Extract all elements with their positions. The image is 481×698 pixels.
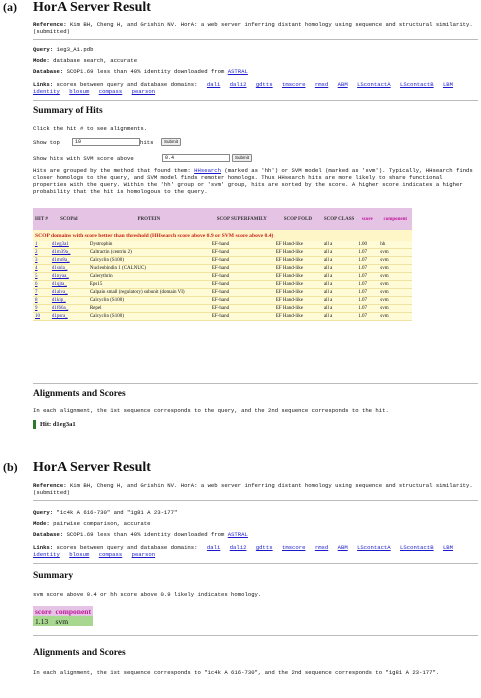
hits-label: hits xyxy=(140,139,154,146)
link-blosum[interactable]: blosum xyxy=(69,88,90,95)
mode-value: database search, accurate xyxy=(53,57,138,64)
alignments-text: In each alignment, the 1st sequence corresponds to the query, and the 2nd sequence corresponds to the hit. xyxy=(33,407,389,414)
link-identity-b[interactable]: identity xyxy=(33,551,60,558)
page-title-b: HorA Server Result xyxy=(33,460,151,475)
database-line xyxy=(33,68,478,75)
links-line-b xyxy=(33,544,478,558)
divider xyxy=(33,635,478,636)
link-rmsd-b[interactable]: rmsd xyxy=(314,544,329,551)
threshold-text: SCOP domains with score better than threshold (HHsearch score above 0.9 or SVM score above 0.4) xyxy=(33,230,412,241)
link-gdtts-b[interactable]: gdtts xyxy=(255,544,273,551)
table-row xyxy=(33,289,412,297)
fold-cell: EF Hand-like xyxy=(274,305,322,313)
score-table xyxy=(33,606,93,626)
component-value: svm xyxy=(54,616,93,626)
table-row xyxy=(33,281,412,289)
component-cell: svm xyxy=(378,257,412,265)
superfamily-cell: EF-hand xyxy=(210,241,274,249)
scopid-link[interactable]: d1psra_ xyxy=(50,313,88,321)
scopid-link[interactable]: d1snla_ xyxy=(50,265,88,273)
superfamily-cell: EF-hand xyxy=(210,289,274,297)
show-top-label: Show top xyxy=(33,139,60,146)
hhsearch-link[interactable]: HHsearch xyxy=(194,167,221,174)
hit-number-link[interactable]: 9 xyxy=(33,305,50,313)
protein-cell: Dystrophin xyxy=(88,241,210,249)
protein-cell: Calerythrin xyxy=(88,273,210,281)
scopid-link[interactable]: d1eg3a1 xyxy=(50,241,88,249)
query-value: 1eg3_A1.pdb xyxy=(56,46,94,53)
hit-label: Hit: d1eg3a1 xyxy=(33,420,76,429)
link-lscontactb[interactable]: LScontactB xyxy=(400,81,434,88)
svm-threshold-input[interactable]: 0.4 xyxy=(162,154,230,162)
hit-number-link[interactable]: 10 xyxy=(33,313,50,321)
hits-table xyxy=(33,208,412,321)
superfamily-cell: EF-hand xyxy=(210,249,274,257)
protein-cell: Calcyclin (S100) xyxy=(88,297,210,305)
alignments-text-b: In each alignment, the 1st sequence corresponds to "1c4k A 616-730", and the 2nd sequence corresponds to "1g81 A 23-177". xyxy=(33,669,440,676)
links-label-b: Links: xyxy=(33,544,54,551)
mode-label-b: Mode: xyxy=(33,520,50,527)
reference-label-b: Reference: xyxy=(33,482,67,489)
component-cell: svm xyxy=(378,281,412,289)
link-blosum-b[interactable]: blosum xyxy=(69,551,90,558)
alignments-heading: Alignments and Scores xyxy=(33,389,126,399)
score-cell: 1.00 xyxy=(356,241,378,249)
fold-cell: EF Hand-like xyxy=(274,257,322,265)
link-gdtts[interactable]: gdtts xyxy=(255,81,273,88)
grouping-text-1: Hits are grouped by the method that found them: xyxy=(33,167,191,174)
hit-number-link[interactable]: 6 xyxy=(33,281,50,289)
table-row xyxy=(33,297,412,305)
link-pearson-b[interactable]: pearson xyxy=(131,551,156,558)
hit-number-link[interactable]: 5 xyxy=(33,273,50,281)
score-cell: 1.07 xyxy=(356,313,378,321)
hit-number-link[interactable]: 2 xyxy=(33,249,50,257)
score-value: 1.13 xyxy=(33,616,54,626)
svm-threshold-label: Show hits with SVM score above xyxy=(33,155,134,162)
table-header-row xyxy=(33,208,412,230)
col-score[interactable]: score xyxy=(356,208,378,230)
link-dali2[interactable]: dali2 xyxy=(229,81,247,88)
protein-cell: Calcyclin (S100) xyxy=(88,257,210,265)
score-cell: 1.07 xyxy=(356,273,378,281)
reference-text: Kim BH, Cheng H, and Grishin NV. HorA: a web server inferring distant homology using sequence and structural similarity. (submitted) xyxy=(33,21,473,35)
component-cell: svm xyxy=(378,273,412,281)
hit-rows xyxy=(33,241,412,321)
scopid-link[interactable]: d1f66a_ xyxy=(50,305,88,313)
protein-cell: Eps15 xyxy=(88,281,210,289)
scopid-link[interactable]: d1alva_ xyxy=(50,289,88,297)
scopid-link[interactable]: d1mr8a_ xyxy=(50,257,88,265)
mode-label: Mode: xyxy=(33,57,50,64)
query-line-b xyxy=(33,509,478,516)
links-text-b: scores between query and database domains: xyxy=(56,544,198,551)
link-dali-b[interactable]: dali xyxy=(206,544,221,551)
reference-block-b xyxy=(33,482,478,496)
mode-value-b: pairwise comparison, accurate xyxy=(53,520,151,527)
fold-cell: EF Hand-like xyxy=(274,241,322,249)
panel-a-label: (a) xyxy=(3,0,17,14)
col-protein[interactable]: PROTEIN xyxy=(88,208,210,230)
query-line xyxy=(33,46,478,53)
links-label: Links: xyxy=(33,81,54,88)
col-scopid[interactable]: SCOPid xyxy=(50,208,88,230)
class-cell: all a xyxy=(322,241,356,249)
class-cell: all a xyxy=(322,257,356,265)
table-row xyxy=(33,305,412,313)
link-compass-b[interactable]: compass xyxy=(98,551,123,558)
scopid-link[interactable]: d1kip_ xyxy=(50,297,88,305)
grouping-text-2: (marked as 'hh') or SVM model (marked as 'svm'). Typically, HHsearch finds closer homologs to the query, and SVM model finds remoter homologs. Thus HHsearch hits are more likely to share functional properties with the query. Within the 'hh' group or 'svm' group, hits are sorted by the score. A higher score indicates a higher probability that the hit is homologous to the query. xyxy=(33,167,473,195)
astral-link[interactable]: ASTRAL xyxy=(227,68,248,75)
link-tmscore-b[interactable]: tmscore xyxy=(281,544,306,551)
link-lbm[interactable]: LBM xyxy=(442,81,454,88)
table-row xyxy=(33,257,412,265)
protein-cell: Nucleobindin 1 (CALNUC) xyxy=(88,265,210,273)
hit-number-link[interactable]: 1 xyxy=(33,241,50,249)
fold-cell: EF Hand-like xyxy=(274,249,322,257)
link-tmscore[interactable]: tmscore xyxy=(281,81,306,88)
link-dali[interactable]: dali xyxy=(206,81,221,88)
class-cell: all a xyxy=(322,281,356,289)
database-label: Database: xyxy=(33,68,64,75)
class-cell: all a xyxy=(322,297,356,305)
link-lbm-b[interactable]: LBM xyxy=(442,544,454,551)
class-cell: all a xyxy=(322,305,356,313)
superfamily-cell: EF-hand xyxy=(210,305,274,313)
astral-link-b[interactable]: ASTRAL xyxy=(227,531,248,538)
component-cell: svm xyxy=(378,305,412,313)
database-label-b: Database: xyxy=(33,531,64,538)
superfamily-cell: EF-hand xyxy=(210,313,274,321)
hit-number-link[interactable]: 4 xyxy=(33,265,50,273)
table-row xyxy=(33,313,412,321)
summary-text-b: svm score above 0.4 or hh score above 0.9 likely indicates homology. xyxy=(33,591,262,598)
score-cell: 1.07 xyxy=(356,297,378,305)
link-lscontactb-b[interactable]: LScontactB xyxy=(400,544,434,551)
component-cell: hh xyxy=(378,241,412,249)
summary-heading-b: Summary xyxy=(33,571,74,581)
divider xyxy=(33,563,478,564)
link-lscontacta[interactable]: LScontactA xyxy=(357,81,391,88)
fold-cell: EF Hand-like xyxy=(274,273,322,281)
scopid-link[interactable]: d1nyaa_ xyxy=(50,273,88,281)
score-cell: 1.07 xyxy=(356,281,378,289)
col-component[interactable]: component xyxy=(378,208,412,230)
link-rmsd[interactable]: rmsd xyxy=(314,81,329,88)
query-label: Query: xyxy=(33,46,54,53)
link-compass[interactable]: compass xyxy=(98,88,123,95)
query-label-b: Query: xyxy=(33,509,54,516)
submit-svm-button[interactable]: Submit xyxy=(232,154,252,162)
links-text: scores between query and database domains: xyxy=(56,81,198,88)
score-cell: 1.07 xyxy=(356,257,378,265)
fold-cell: EF Hand-like xyxy=(274,265,322,273)
table-row xyxy=(33,241,412,249)
col-class[interactable]: SCOP CLASS xyxy=(322,208,356,230)
class-cell: all a xyxy=(322,273,356,281)
col-superfamily[interactable]: SCOP SUPERFAMILY xyxy=(210,208,274,230)
component-cell: svm xyxy=(378,265,412,273)
class-cell: all a xyxy=(322,249,356,257)
submit-top-button[interactable]: Submit xyxy=(161,138,181,146)
component-header: component xyxy=(55,606,91,616)
class-cell: all a xyxy=(322,313,356,321)
protein-cell: Repel xyxy=(88,305,210,313)
fold-cell: EF Hand-like xyxy=(274,281,322,289)
hits-table-wrap xyxy=(0,208,481,370)
query-value-b: "1c4k A 616-730" and "1g81 A 23-177" xyxy=(56,509,178,516)
score-cell: 1.07 xyxy=(356,249,378,257)
superfamily-cell: EF-hand xyxy=(210,265,274,273)
component-cell: svm xyxy=(378,313,412,321)
reference-label: Reference: xyxy=(33,21,67,28)
table-row xyxy=(33,265,412,273)
class-cell: all a xyxy=(322,265,356,273)
link-lscontacta-b[interactable]: LScontactA xyxy=(357,544,391,551)
scopid-link[interactable]: d1qjta_ xyxy=(50,281,88,289)
links-line xyxy=(33,81,478,95)
superfamily-cell: EF-hand xyxy=(210,257,274,265)
show-top-input[interactable]: 10 xyxy=(72,138,140,146)
col-hit-num[interactable]: HIT # xyxy=(33,208,50,230)
protein-cell: Caltractin (centrin 2) xyxy=(88,249,210,257)
threshold-row xyxy=(33,230,412,241)
hit-number-link[interactable]: 7 xyxy=(33,289,50,297)
divider xyxy=(33,39,478,40)
superfamily-cell: EF-hand xyxy=(210,297,274,305)
score-cell: 1.07 xyxy=(356,305,378,313)
fold-cell: EF Hand-like xyxy=(274,297,322,305)
score-cell: 1.07 xyxy=(356,265,378,273)
panel-b-label: (b) xyxy=(3,460,18,474)
grouping-explanation xyxy=(33,167,478,195)
hit-number-link[interactable]: 8 xyxy=(33,297,50,305)
protein-cell: Calpain small (regulatory) subunit (domain VI) xyxy=(88,289,210,297)
fold-cell: EF Hand-like xyxy=(274,289,322,297)
table-row xyxy=(33,273,412,281)
protein-cell: Calcyclin (S100) xyxy=(88,313,210,321)
hit-number-link[interactable]: 3 xyxy=(33,257,50,265)
database-value: SCOP1.69 less than 40% identity downloaded from xyxy=(66,68,225,75)
database-line-b xyxy=(33,531,478,538)
link-abm-b[interactable]: ABM xyxy=(337,544,348,551)
divider xyxy=(33,383,478,384)
component-cell: svm xyxy=(378,289,412,297)
score-header: score xyxy=(35,606,52,616)
mode-line-b xyxy=(33,520,478,527)
link-pearson[interactable]: pearson xyxy=(131,88,156,95)
superfamily-cell: EF-hand xyxy=(210,273,274,281)
col-fold[interactable]: SCOP FOLD xyxy=(274,208,322,230)
component-cell: svm xyxy=(378,249,412,257)
summary-heading: Summary of Hits xyxy=(33,106,103,116)
click-instructions: Click the hit # to see alignments. xyxy=(33,125,148,132)
link-identity[interactable]: identity xyxy=(33,88,60,95)
score-cell: 1.07 xyxy=(356,289,378,297)
link-abm[interactable]: ABM xyxy=(337,81,348,88)
database-value-b: SCOP1.69 less than 40% identity downloaded from xyxy=(66,531,225,538)
reference-text-b: Kim BH, Cheng H, and Grishin NV. HorA: a web server inferring distant homology using sequence and structural similarity. (submitted) xyxy=(33,482,473,496)
divider xyxy=(33,500,478,501)
mode-line xyxy=(33,57,478,64)
alignments-heading-b: Alignments and Scores xyxy=(33,648,126,658)
table-row xyxy=(33,249,412,257)
reference-block xyxy=(33,21,478,35)
component-cell: svm xyxy=(378,297,412,305)
page-title: HorA Server Result xyxy=(33,0,151,15)
link-dali2-b[interactable]: dali2 xyxy=(229,544,247,551)
scopid-link[interactable]: d1m39a_ xyxy=(50,249,88,257)
superfamily-cell: EF-hand xyxy=(210,281,274,289)
divider xyxy=(33,100,478,101)
class-cell: all a xyxy=(322,289,356,297)
fold-cell: EF Hand-like xyxy=(274,313,322,321)
